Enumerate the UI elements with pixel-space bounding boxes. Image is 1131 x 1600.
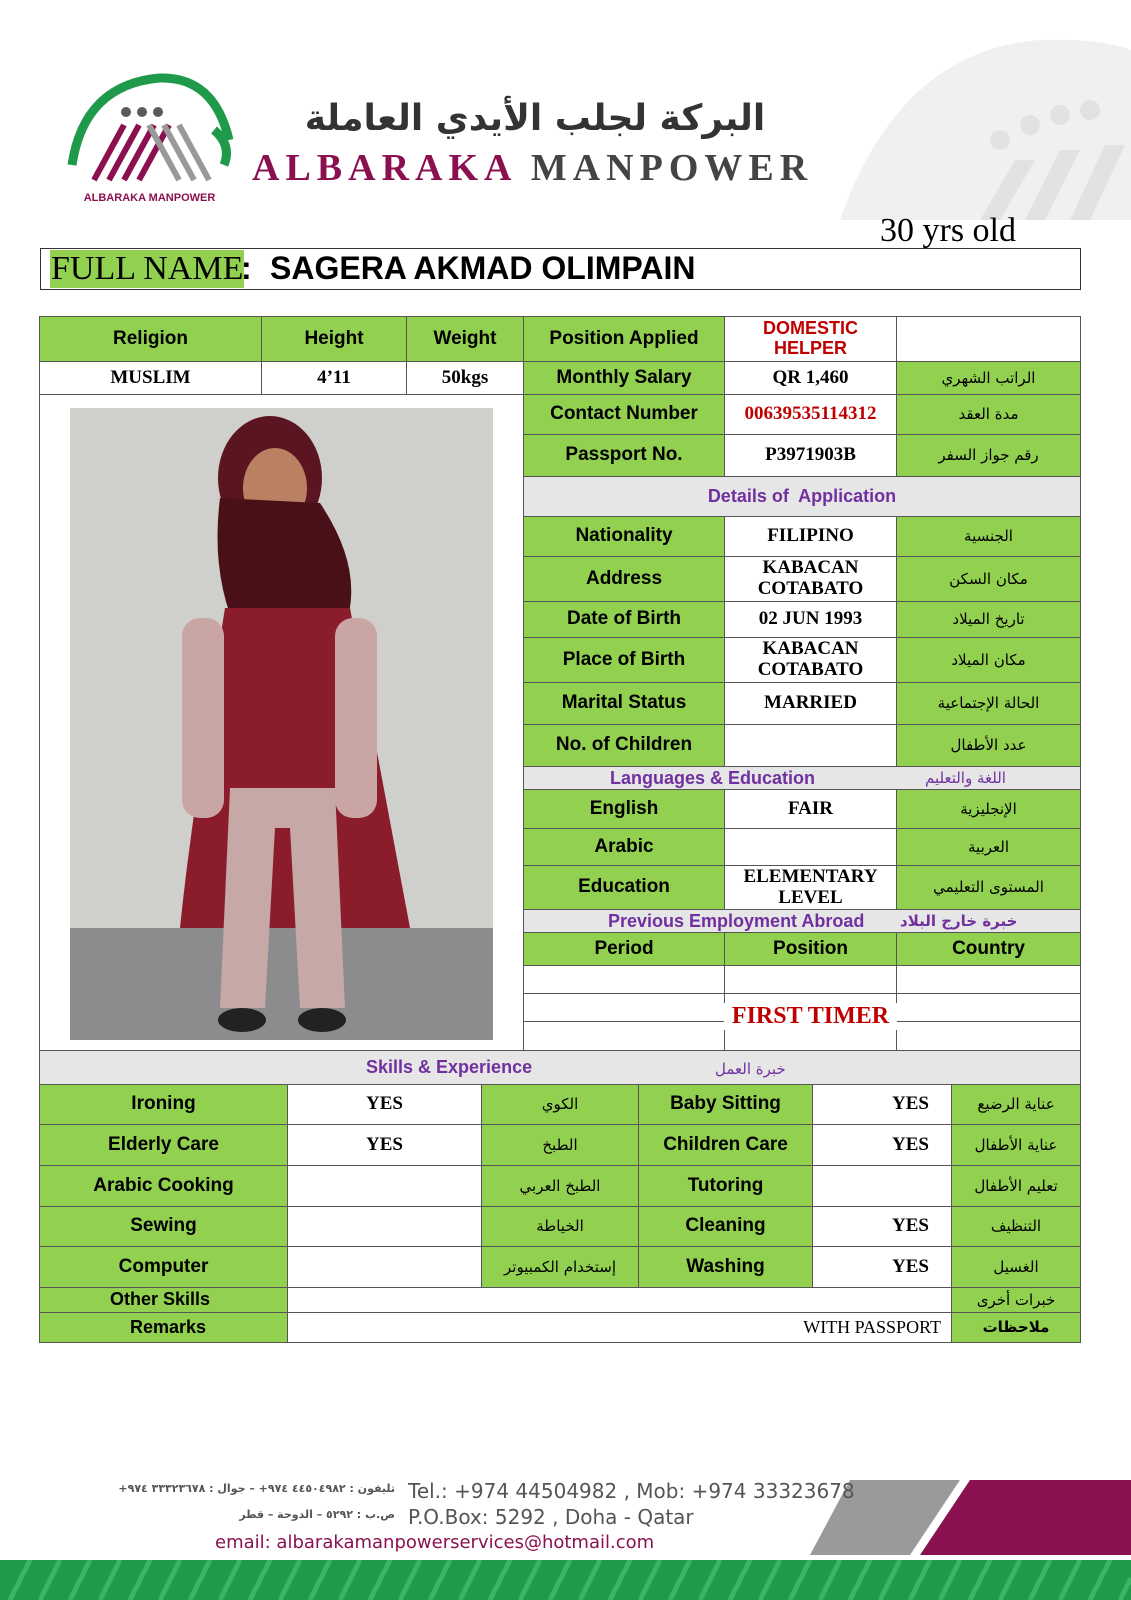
position-applied-label: Position Applied: [523, 316, 725, 362]
footer-green-pattern-band: [0, 1560, 1131, 1600]
contact-number-value: 00639535114312: [724, 394, 897, 435]
marital-status-label: Marital Status: [523, 682, 725, 725]
skill-children-care-label: Children Care: [638, 1124, 813, 1166]
skill-arabic-cooking-value: [287, 1165, 482, 1207]
employment-section-title-arabic: خبرة خارج البلاد: [900, 912, 1018, 930]
skill-computer-arabic: إستخدام الكمبيوتر: [481, 1246, 639, 1288]
skill-arabic-cooking-label: Arabic Cooking: [39, 1165, 288, 1207]
marital-status-value: MARRIED: [724, 682, 897, 725]
date-of-birth-label: Date of Birth: [523, 601, 725, 638]
full-name-colon: :: [241, 250, 252, 286]
place-of-birth-label: Place of Birth: [523, 637, 725, 683]
skill-tutoring-arabic: تعليم الأطفال: [951, 1165, 1081, 1207]
other-skills-value: [287, 1287, 952, 1313]
education-arabic: المستوى التعليمي: [896, 865, 1081, 910]
employment-row-3-period: [523, 1021, 725, 1051]
english-label: English: [523, 789, 725, 829]
skill-baby-sitting-value: YES: [812, 1084, 952, 1125]
skill-computer-value: [287, 1246, 482, 1288]
skill-cleaning-label: Cleaning: [638, 1206, 813, 1247]
first-timer-note: FIRST TIMER: [724, 1003, 897, 1030]
employment-row-3-country: [896, 1021, 1081, 1051]
height-header: Height: [261, 316, 407, 362]
skill-children-care-value: YES: [812, 1124, 952, 1166]
remarks-arabic: ملاحظات: [951, 1312, 1081, 1343]
period-header: Period: [523, 932, 725, 966]
address-value: KABACAN COTABATO: [724, 556, 897, 602]
contact-number-arabic: مدة العقد: [896, 394, 1081, 435]
employment-row-1-country: [896, 965, 1081, 994]
remarks-label: Remarks: [39, 1312, 288, 1343]
nationality-label: Nationality: [523, 516, 725, 557]
full-name-label: FULL NAME: [51, 250, 244, 287]
company-name-arabic: البركة لجلب الأيدي العاملة: [304, 98, 766, 139]
company-name: [252, 146, 813, 190]
nationality-arabic: الجنسية: [896, 516, 1081, 557]
full-name-value: SAGERA AKMAD OLIMPAIN: [270, 250, 696, 286]
english-arabic: الإنجليزية: [896, 789, 1081, 829]
company-name-part2: MANPOWER: [530, 147, 814, 189]
footer-pobox: P.O.Box: 5292 , Doha - Qatar: [408, 1505, 694, 1529]
children-value: [724, 724, 897, 767]
address-label: Address: [523, 556, 725, 602]
skill-sewing-arabic: الخياطة: [481, 1206, 639, 1247]
other-skills-arabic: خبرات أخرى: [951, 1287, 1081, 1313]
applicant-photo: [70, 408, 493, 1040]
skill-sewing-label: Sewing: [39, 1206, 288, 1247]
skills-section-title-arabic: خبرة العمل: [715, 1060, 786, 1078]
skill-children-care-arabic: عناية الأطفال: [951, 1124, 1081, 1166]
nationality-value: FILIPINO: [724, 516, 897, 557]
skill-baby-sitting-label: Baby Sitting: [638, 1084, 813, 1125]
skill-elderly-care-label: Elderly Care: [39, 1124, 288, 1166]
employment-row-1-period: [523, 965, 725, 994]
employment-row-2-country: [896, 993, 1081, 1022]
company-name-part1: ALBARAKA: [252, 147, 516, 189]
weight-value: 50kgs: [406, 361, 524, 395]
position-applied-value: DOMESTIC HELPER: [724, 316, 897, 362]
decorative-arch-watermark: [840, 30, 1131, 220]
skill-elderly-care-value: YES: [287, 1124, 482, 1166]
skill-arabic-cooking-arabic: الطبخ العربي: [481, 1165, 639, 1207]
monthly-salary-label: Monthly Salary: [523, 361, 725, 395]
passport-label: Passport No.: [523, 434, 725, 477]
skill-washing-value: YES: [812, 1246, 952, 1288]
english-value: FAIR: [724, 789, 897, 829]
skill-computer-label: Computer: [39, 1246, 288, 1288]
education-value: ELEMENTARY LEVEL: [724, 865, 897, 910]
education-label: Education: [523, 865, 725, 910]
skill-washing-label: Washing: [638, 1246, 813, 1288]
employment-section-title: Previous Employment Abroad: [608, 911, 865, 931]
skill-ironing-value: YES: [287, 1084, 482, 1125]
languages-section-title: Languages & Education: [610, 768, 816, 788]
skill-washing-arabic: الغسيل: [951, 1246, 1081, 1288]
date-of-birth-arabic: تاريخ الميلاد: [896, 601, 1081, 638]
other-skills-label: Other Skills: [39, 1287, 288, 1313]
place-of-birth-value: KABACAN COTABATO: [724, 637, 897, 683]
date-of-birth-value: 02 JUN 1993: [724, 601, 897, 638]
marital-status-arabic: الحالة الإجتماعية: [896, 682, 1081, 725]
arabic-language-arabic: العربية: [896, 828, 1081, 866]
religion-header: Religion: [39, 316, 262, 362]
skill-cleaning-value: YES: [812, 1206, 952, 1247]
monthly-salary-value: QR 1,460: [724, 361, 897, 395]
height-value: 4’11: [261, 361, 407, 395]
skill-baby-sitting-arabic: عناية الرضيع: [951, 1084, 1081, 1125]
country-header: Country: [896, 932, 1081, 966]
arabic-language-value: [724, 828, 897, 866]
skills-section-header: [39, 1050, 1081, 1085]
footer-email: email: albarakamanpowerservices@hotmail.com: [215, 1532, 655, 1553]
arabic-language-label: Arabic: [523, 828, 725, 866]
employment-position-header: Position: [724, 932, 897, 966]
skill-sewing-value: [287, 1206, 482, 1247]
footer-corner-decoration: [810, 1480, 1131, 1555]
children-arabic: عدد الأطفال: [896, 724, 1081, 767]
employment-row-2-period: [523, 993, 725, 1022]
footer-arabic-pobox: ص.ب : ٥٢٩٢ – الدوحة – قطر: [239, 1508, 395, 1521]
skill-tutoring-label: Tutoring: [638, 1165, 813, 1207]
albaraka-logo-icon: [64, 70, 234, 190]
details-section-title: Details of Application: [523, 476, 1081, 517]
skill-cleaning-arabic: التنظيف: [951, 1206, 1081, 1247]
skill-elderly-care-arabic: الطبخ: [481, 1124, 639, 1166]
children-label: No. of Children: [523, 724, 725, 767]
footer-arabic-phone: تليفون : ٤٤٥٠٤٩٨٢ ٩٧٤+ – جوال : ٣٣٣٢٣٦٧٨ ٩٧٤+: [118, 1482, 395, 1495]
remarks-value: WITH PASSPORT: [287, 1312, 952, 1343]
employment-row-1-position: [724, 965, 897, 994]
age-text: 30 yrs old: [880, 212, 1016, 249]
logo-caption: ALBARAKA MANPOWER: [83, 192, 216, 204]
place-of-birth-arabic: مكان الميلاد: [896, 637, 1081, 683]
skills-section-title: Skills & Experience: [366, 1057, 533, 1077]
languages-section-title-arabic: اللغة والتعليم: [925, 769, 1006, 787]
religion-value: MUSLIM: [39, 361, 262, 395]
monthly-salary-arabic: الراتب الشهري: [896, 361, 1081, 395]
passport-arabic: رقم جواز السفر: [896, 434, 1081, 477]
weight-header: Weight: [406, 316, 524, 362]
skill-ironing-label: Ironing: [39, 1084, 288, 1125]
contact-number-label: Contact Number: [523, 394, 725, 435]
address-arabic: مكان السكن: [896, 556, 1081, 602]
skill-ironing-arabic: الكوي: [481, 1084, 639, 1125]
skill-tutoring-value: [812, 1165, 952, 1207]
passport-value: P3971903B: [724, 434, 897, 477]
position-empty-cell: [896, 316, 1081, 362]
footer-phone: Tel.: +974 44504982 , Mob: +974 33323678: [408, 1479, 855, 1503]
